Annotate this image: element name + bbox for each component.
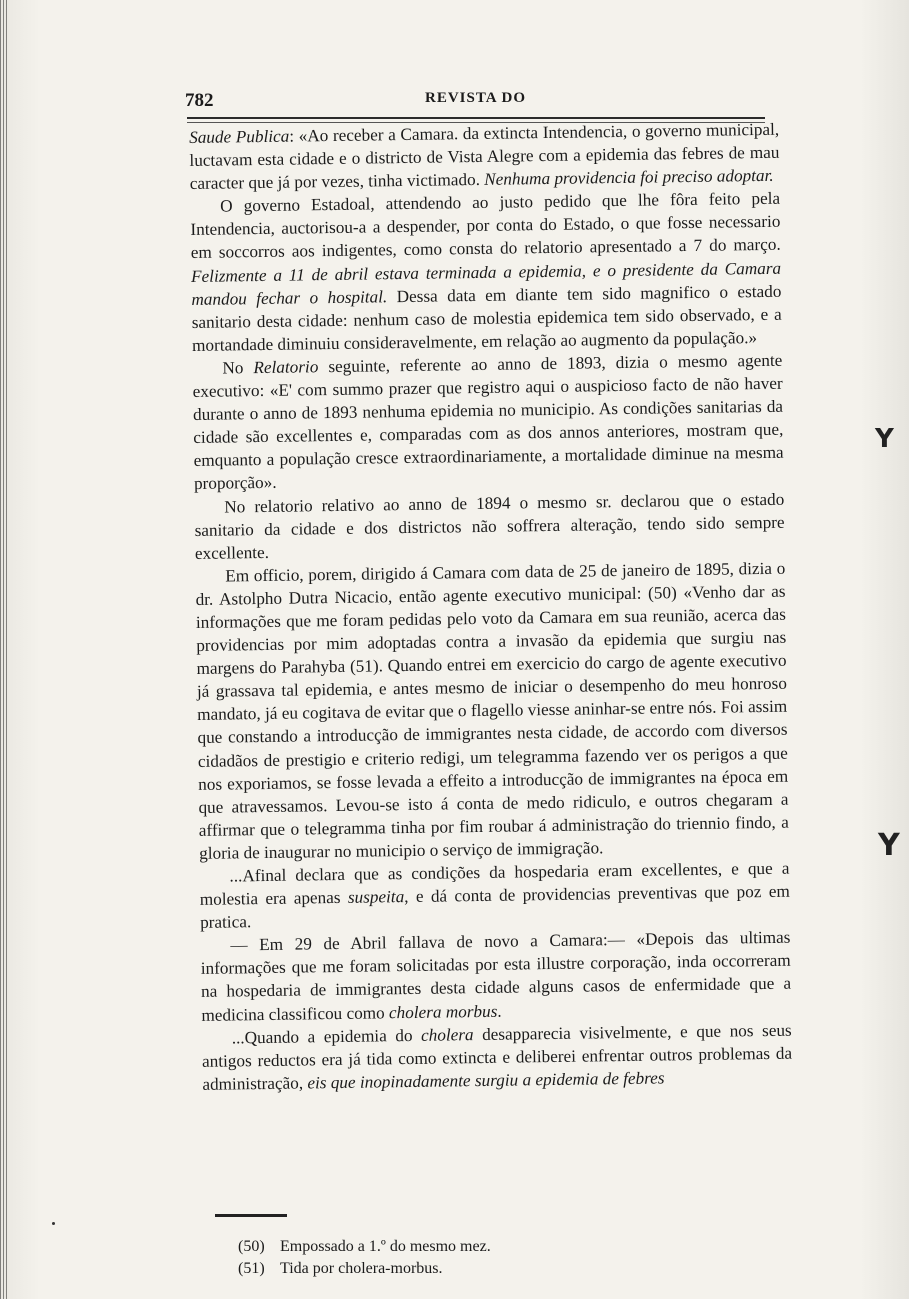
text-run: — Em 29 de Abril fallava de novo a Camara:— «Depois das ultimas informações que me foram solicitadas por esta illustre corporação, inda occorreram na hospedaria de immigrantes desta cidade alguns casos de enfermidade que a medicina classificou como	[200, 927, 792, 1025]
text-run: No	[222, 358, 254, 378]
italic-text: Felizmente a 11 de abril estava terminada a epidemia, e o presidente da Camara mandou fechar o hospital.	[190, 258, 782, 309]
page-header	[185, 84, 765, 114]
paragraph	[199, 857, 790, 935]
margin-mark: Y	[878, 828, 900, 863]
italic-text: cholera	[420, 1024, 474, 1045]
running-head: REVISTA DO	[425, 90, 526, 106]
text-run: Dessa data em diante tem sido magnifico o estado sanitario desta cidade: nenhum caso de molestia epidemica tem sido observado, e a mortandade diminuiu consideravelmente, em relação ao augmento da população.»	[191, 281, 782, 355]
footnote-number: (51)	[238, 1260, 265, 1277]
text-run: seguinte, referente ao anno de 1893, dizia o mesmo agente executivo: «E' com summo prazer que registro aqui o auspicioso facto de não haver durante o anno de 1893 nenhuma epidemia no municipio. As condições sanitarias da cidade são excellentes e, comparadas com as dos annos anteriores, mostram que, emquanto a população cresce extraordinariamente, a mortalidade diminue na mesma proporção».	[192, 350, 784, 494]
text-run: , e dá conta de providencias preventivas que poz em pratica.	[199, 881, 790, 933]
paragraph	[189, 118, 780, 196]
text-run: .	[497, 1001, 502, 1021]
italic-text: Saude Publica	[189, 126, 290, 147]
italic-text: Nenhuma providencia foi preciso adoptar.	[484, 166, 774, 190]
margin-mark: Y	[875, 424, 894, 454]
text-run: : «Ao receber a Camara. da extincta Intendencia, o governo municipal, luctavam esta cidade e o districto de Vista Alegre com a epidemia das febres de mau caracter que já por vezes, tinha victimado.	[189, 119, 780, 194]
paragraph	[194, 487, 785, 565]
text-run: No relatorio relativo ao anno de 1894 o mesmo sr. declarou que o estado sanitario da cidade e dos districtos não soffrera alteração, tendo sido sempre excellente.	[194, 489, 785, 563]
footnote	[238, 1236, 758, 1258]
paragraph	[202, 1018, 793, 1096]
text-run: ...Afinal declara que as condições da hospedaria eram excellentes, e que a molestia era apenas	[199, 858, 790, 910]
paragraph	[195, 557, 789, 865]
text-run: Em officio, porem, dirigido á Camara com data de 25 de janeiro de 1895, dizia o dr. Astolpho Dutra Nicacio, então agente executivo municipal: (50) «Venho dar as informações que me foram pedidas pelo voto da Camara em sua reunião, acerca das providencias por mim adoptadas contra a invasão da epidemia que surgiu nas margens do Parahyba (51). Quando entrei em exercicio do cargo de agente executivo já grassava tal epidemia, e antes mesmo de iniciar o desempenho do meu honroso mandato, já eu cogitava de evitar que o flagello viesse aninhar-se entre nós. Foi assim que constando a introducção de immigrantes nesta cidade, de accordo com diversos cidadãos de prestigio e criterio redigi, um telegramma fazendo ver os perigos a que nos exporiamos, se fosse levada a effeito a introducção de immigrantes na época em que atravessamos. Levou-se isto á conta de medo ridiculo, e outros chegaram a affirmar que o telegramma tinha por fim roubar á administração do triennio findo, a gloria de inaugurar no municipio o serviço de immigração.	[195, 558, 789, 863]
italic-text: Relatorio	[253, 357, 319, 378]
italic-text: cholera morbus	[388, 1001, 498, 1022]
speck	[52, 1222, 55, 1225]
footnote	[238, 1258, 758, 1280]
text-run: ...Quando a epidemia do	[231, 1025, 422, 1048]
italic-text: suspeita	[347, 887, 405, 907]
paragraph	[192, 349, 784, 496]
body-text	[189, 118, 792, 1096]
footnote-text: Empossado a 1.º do mesmo mez.	[280, 1238, 491, 1255]
page-number: 782	[185, 90, 214, 111]
paragraph	[190, 187, 782, 357]
text-run: O governo Estadoal, attendendo ao justo pedido que lhe fôra feito pela Intendencia, auctorisou-a a despender, por conta do Estado, o que fosse necessario em soccorros aos indigentes, como consta do relatorio apresentado a 7 do março.	[190, 189, 781, 263]
paragraph	[200, 926, 791, 1027]
text-run: desapparecia visivelmente, e que nos seus antigos reductos era já tida como extincta e deliberei enfrentar outros problemas da administração,	[201, 1020, 793, 1094]
binding-gutter	[0, 0, 8, 1299]
footnote-rule	[215, 1214, 287, 1217]
italic-text: eis que inopinadamente surgiu a epidemia de febres	[307, 1068, 665, 1093]
footnote-text: Tida por cholera-morbus.	[280, 1260, 443, 1277]
footnotes	[238, 1236, 758, 1280]
footnote-number: (50)	[238, 1238, 265, 1255]
